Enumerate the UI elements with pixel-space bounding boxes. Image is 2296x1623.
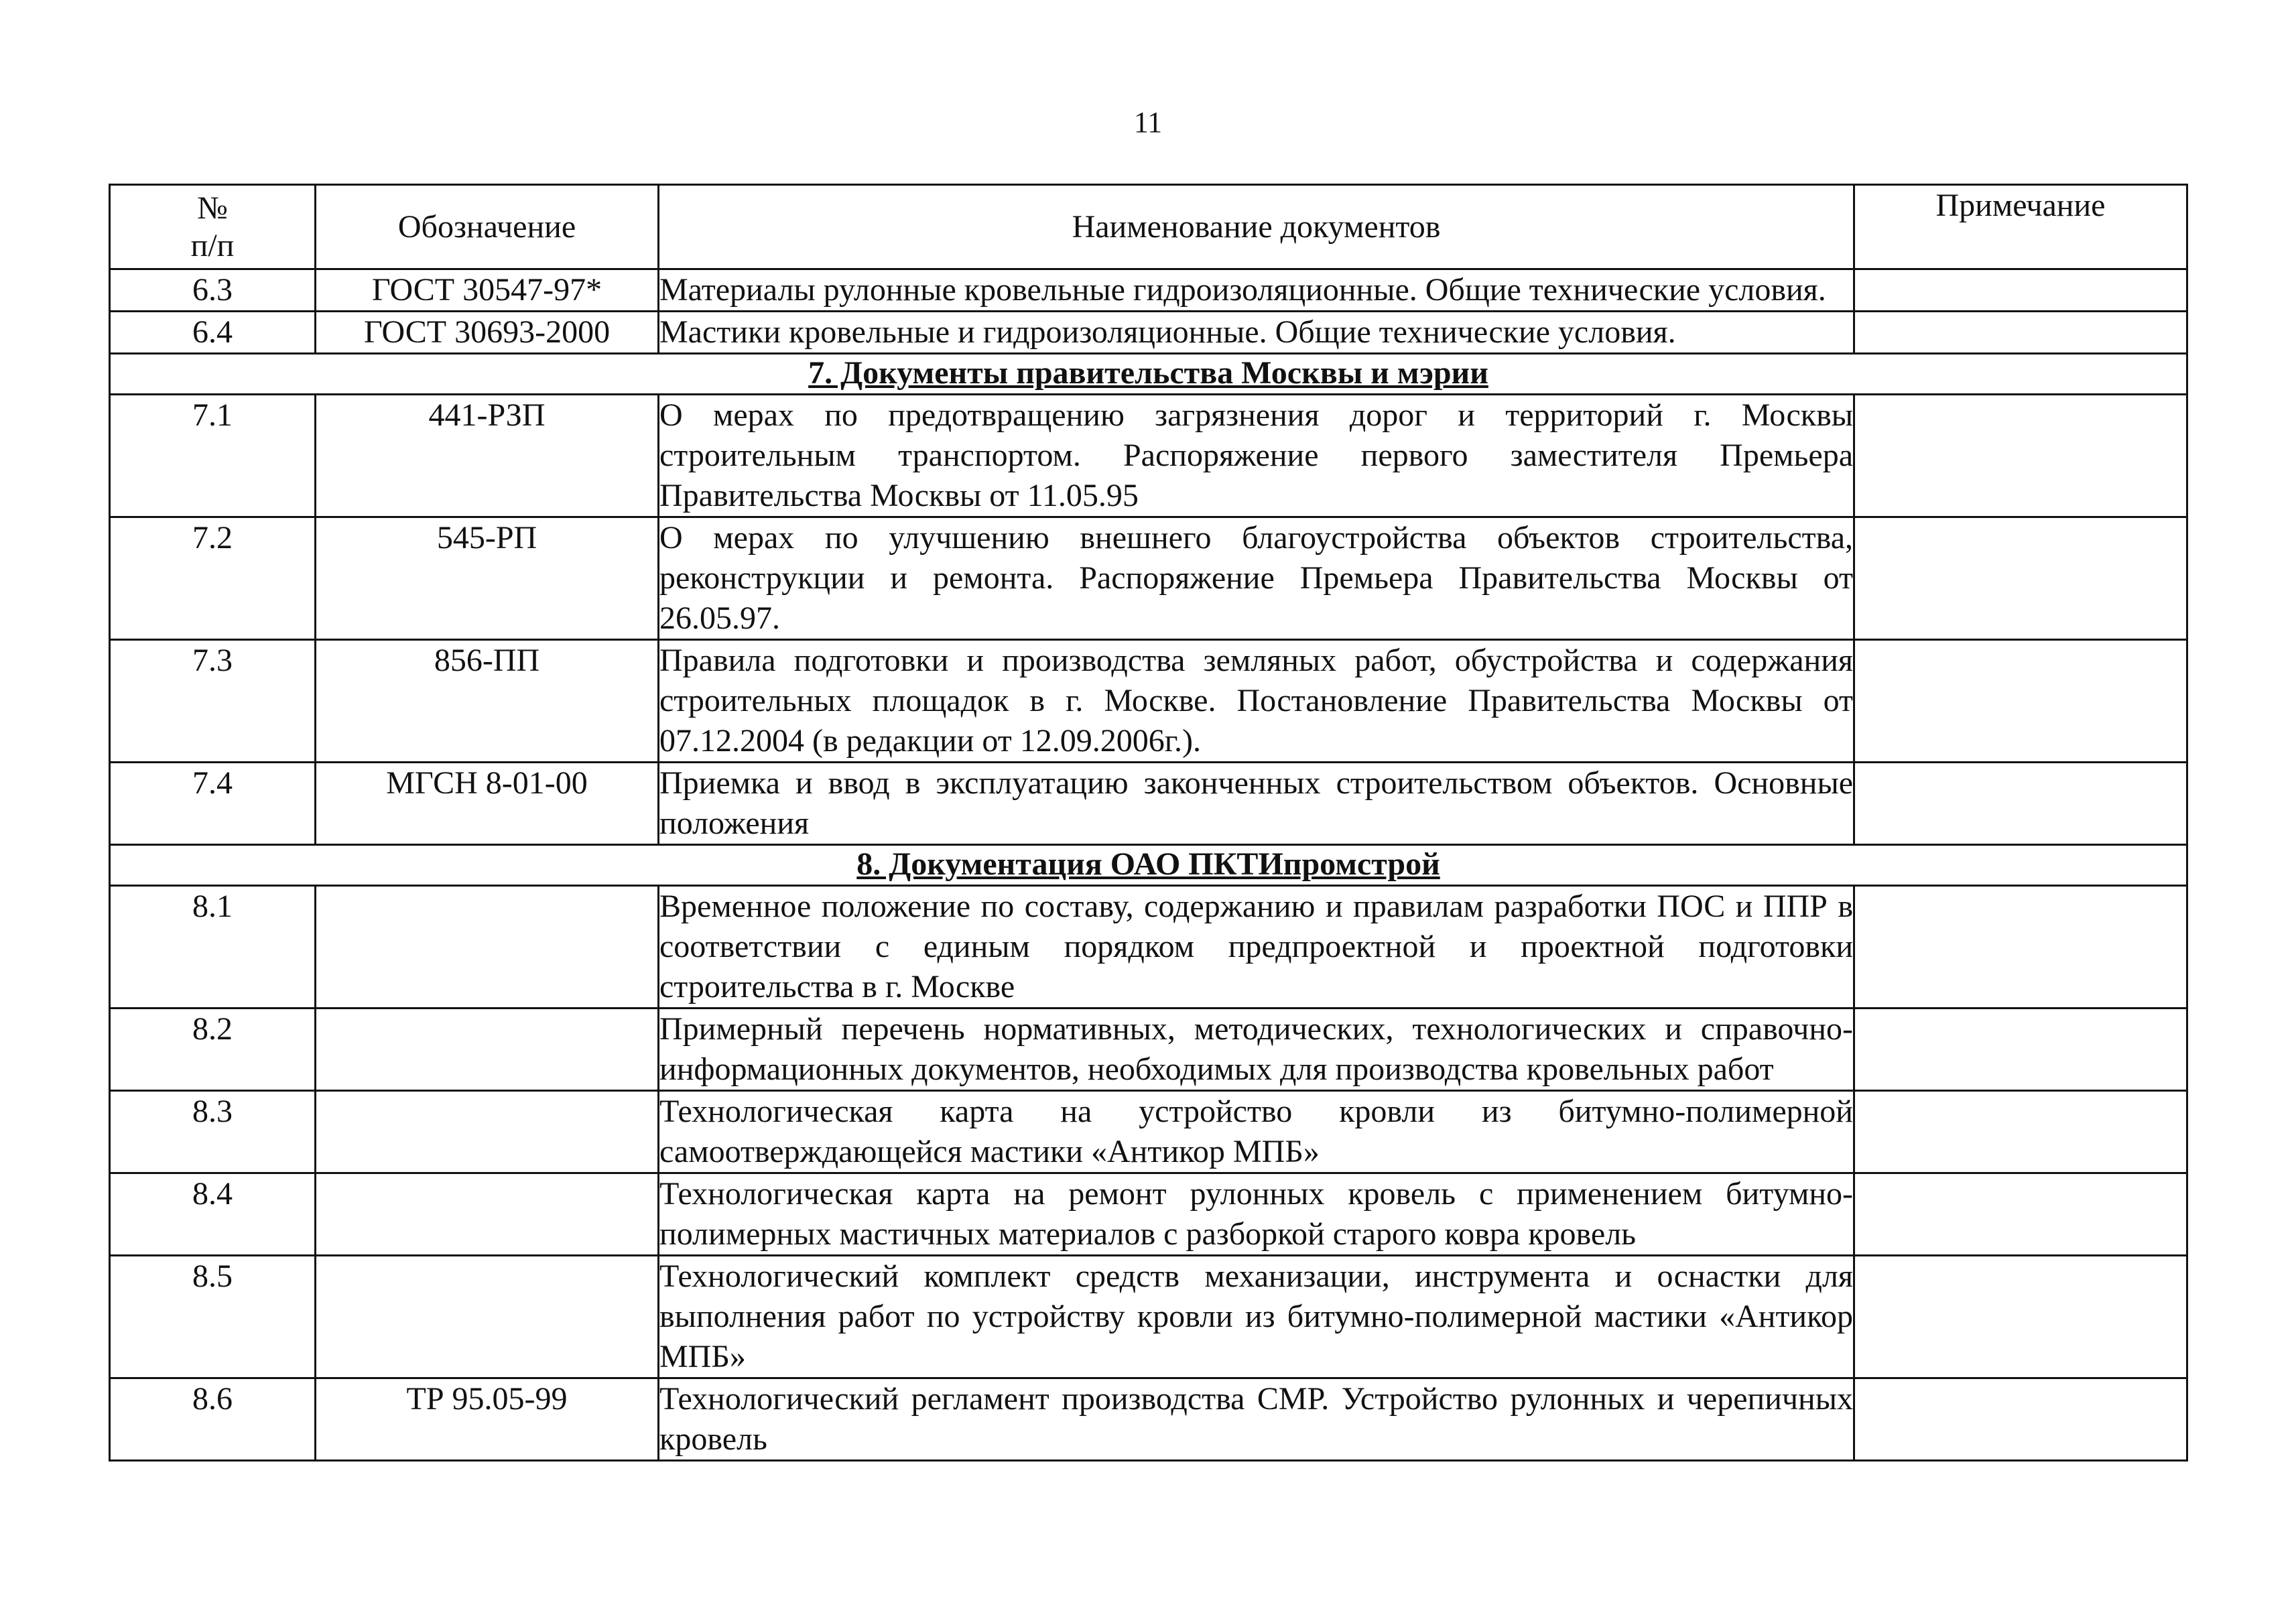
header-num: № п/п: [110, 185, 316, 269]
row-number: 6.3: [110, 269, 316, 312]
table-row: [110, 517, 2187, 640]
row-note: [1854, 1009, 2187, 1091]
row-designation: [316, 1173, 659, 1256]
row-number: 8.1: [110, 886, 316, 1009]
row-designation: МГСН 8-01-00: [316, 763, 659, 845]
page-number: 11: [1133, 106, 1163, 139]
row-number: 7.2: [110, 517, 316, 640]
section-row: [110, 845, 2187, 886]
row-number: 7.4: [110, 763, 316, 845]
row-designation: ГОСТ 30693-2000: [316, 312, 659, 354]
row-document-name: Временное положение по составу, содержанию и правилам разработки ПОС и ППР в соответствии с единым порядком предпроектной и проектной подготовки строительства в г. Москве: [659, 886, 1854, 1009]
row-note: [1854, 886, 2187, 1009]
row-designation: 441-РЗП: [316, 395, 659, 517]
row-document-name: Технологический регламент производства СМР. Устройство рулонных и черепичных кровель: [659, 1378, 1854, 1461]
row-note: [1854, 1091, 2187, 1173]
rows-group-7: [110, 395, 2187, 845]
rows-group-8: [110, 886, 2187, 1461]
row-document-name: Технологическая карта на ремонт рулонных кровель с применением битумно-полимерных мастичных материалов с разборкой старого ковра кровель: [659, 1173, 1854, 1256]
rows-group-6: [110, 269, 2187, 354]
row-note: [1854, 517, 2187, 640]
table-row: [110, 395, 2187, 517]
row-number: 8.2: [110, 1009, 316, 1091]
row-document-name: Примерный перечень нормативных, методических, технологических и справочно-информационных документов, необходимых для производства кровельных работ: [659, 1009, 1854, 1091]
row-document-name: Материалы рулонные кровельные гидроизоляционные. Общие технические условия.: [659, 269, 1854, 312]
row-document-name: Правила подготовки и производства земляных работ, обустройства и содержания строительных площадок в г. Москве. Постановление Правительства Москвы от 07.12.2004 (в редакции от 12.09.2006г.).: [659, 640, 1854, 763]
table-row: [110, 1378, 2187, 1461]
row-number: 8.3: [110, 1091, 316, 1173]
table-row: [110, 1009, 2187, 1091]
table-row: [110, 269, 2187, 312]
row-designation: [316, 1091, 659, 1173]
row-number: 8.5: [110, 1256, 316, 1378]
row-document-name: Приемка и ввод в эксплуатацию законченных строительством объектов. Основные положения: [659, 763, 1854, 845]
row-document-name: Технологическая карта на устройство кровли из битумно-полимерной самоотверждающейся мастики «Антикор МПБ»: [659, 1091, 1854, 1173]
section-8-title: 8. Документация ОАО ПКТИпромстрой: [110, 845, 2187, 886]
row-note: [1854, 269, 2187, 312]
row-note: [1854, 395, 2187, 517]
row-designation: [316, 886, 659, 1009]
row-document-name: О мерах по предотвращению загрязнения дорог и территорий г. Москвы строительным транспортом. Распоряжение первого заместителя Премьера Правительства Москвы от 11.05.95: [659, 395, 1854, 517]
table-row: [110, 763, 2187, 845]
row-designation: 545-РП: [316, 517, 659, 640]
row-document-name: Мастики кровельные и гидроизоляционные. Общие технические условия.: [659, 312, 1854, 354]
table-row: [110, 1091, 2187, 1173]
table-row: [110, 1173, 2187, 1256]
row-note: [1854, 312, 2187, 354]
header-note: Примечание: [1854, 185, 2187, 269]
section-7-title: 7. Документы правительства Москвы и мэрии: [110, 354, 2187, 395]
row-document-name: О мерах по улучшению внешнего благоустройства объектов строительства, реконструкции и ремонта. Распоряжение Премьера Правительства Москвы от 26.05.97.: [659, 517, 1854, 640]
row-number: 6.4: [110, 312, 316, 354]
section-row: [110, 354, 2187, 395]
row-note: [1854, 1378, 2187, 1461]
row-note: [1854, 1256, 2187, 1378]
table-row: [110, 312, 2187, 354]
row-designation: [316, 1009, 659, 1091]
table-row: [110, 886, 2187, 1009]
table-row: [110, 640, 2187, 763]
row-designation: 856-ПП: [316, 640, 659, 763]
row-designation: ГОСТ 30547-97*: [316, 269, 659, 312]
row-number: 8.6: [110, 1378, 316, 1461]
row-note: [1854, 1173, 2187, 1256]
header-code: Обозначение: [316, 185, 659, 269]
row-document-name: Технологический комплект средств механизации, инструмента и оснастки для выполнения работ по устройству кровли из битумно-полимерной мастики «Антикор МПБ»: [659, 1256, 1854, 1378]
row-designation: [316, 1256, 659, 1378]
row-note: [1854, 763, 2187, 845]
table-row: [110, 1256, 2187, 1378]
header-name: Наименование документов: [659, 185, 1854, 269]
row-note: [1854, 640, 2187, 763]
row-number: 8.4: [110, 1173, 316, 1256]
row-number: 7.1: [110, 395, 316, 517]
table-header-row: [110, 185, 2187, 269]
documents-table: [109, 184, 2188, 1462]
row-designation: ТР 95.05-99: [316, 1378, 659, 1461]
row-number: 7.3: [110, 640, 316, 763]
